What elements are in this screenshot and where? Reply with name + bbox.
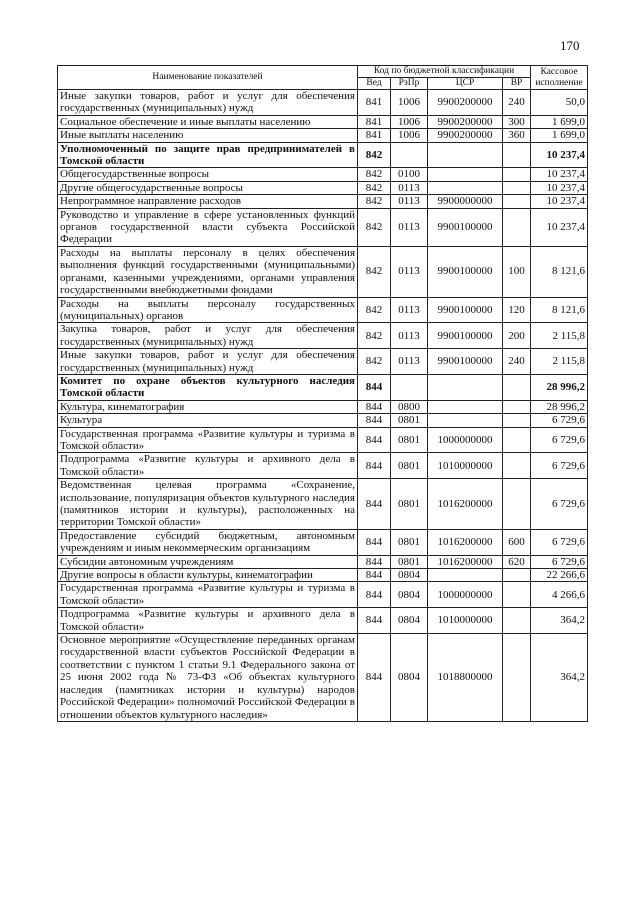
table-row [58, 195, 588, 208]
cell-name: Расходы на выплаты персоналу государственных (муниципальных) органов [58, 297, 358, 323]
cell-csr [428, 168, 503, 181]
cell-amount: 6 729,6 [531, 479, 588, 530]
table-row [58, 208, 588, 246]
cell-rzpr: 0113 [391, 349, 428, 375]
cell-vr [503, 181, 531, 194]
cell-amount: 6 729,6 [531, 453, 588, 479]
cell-vr [503, 142, 531, 168]
cell-name: Культура, кинематография [58, 400, 358, 413]
cell-ved: 844 [358, 374, 391, 400]
header-csr: ЦСР [428, 78, 503, 90]
cell-ved: 844 [358, 414, 391, 427]
cell-rzpr: 0801 [391, 555, 428, 568]
cell-csr: 9900200000 [428, 129, 503, 142]
table-row [58, 323, 588, 349]
cell-vr [503, 453, 531, 479]
cell-ved: 844 [358, 400, 391, 413]
cell-ved: 841 [358, 115, 391, 128]
cell-amount: 4 266,6 [531, 582, 588, 608]
cell-amount: 364,2 [531, 608, 588, 634]
cell-ved: 842 [358, 297, 391, 323]
cell-rzpr: 0801 [391, 414, 428, 427]
cell-vr: 620 [503, 555, 531, 568]
cell-rzpr: 0801 [391, 479, 428, 530]
cell-csr: 1016200000 [428, 479, 503, 530]
cell-name: Государственная программа «Развитие культуры и туризма в Томской области» [58, 582, 358, 608]
cell-amount: 22 266,6 [531, 569, 588, 582]
cell-rzpr: 0113 [391, 181, 428, 194]
cell-amount: 50,0 [531, 90, 588, 116]
cell-csr: 9900200000 [428, 115, 503, 128]
cell-ved: 842 [358, 208, 391, 246]
cell-name: Уполномоченный по защите прав предпринимателей в Томской области [58, 142, 358, 168]
table-row [58, 427, 588, 453]
cell-name: Непрограммное направление расходов [58, 195, 358, 208]
cell-csr: 1010000000 [428, 453, 503, 479]
cell-ved: 844 [358, 479, 391, 530]
table-row [58, 608, 588, 634]
cell-amount: 6 729,6 [531, 427, 588, 453]
cell-ved: 842 [358, 195, 391, 208]
cell-rzpr: 0113 [391, 246, 428, 297]
cell-amount: 10 237,4 [531, 208, 588, 246]
cell-name: Руководство и управление в сфере установленных функций органов государственной власти субъекта Российской Федерации [58, 208, 358, 246]
cell-rzpr [391, 374, 428, 400]
cell-vr [503, 374, 531, 400]
table-row [58, 246, 588, 297]
cell-ved: 844 [358, 582, 391, 608]
table-row [58, 181, 588, 194]
cell-name: Комитет по охране объектов культурного наследия Томской области [58, 374, 358, 400]
cell-name: Предоставление субсидий бюджетным, автономным учреждениям и иным некоммерческим организациям [58, 529, 358, 555]
table-row [58, 569, 588, 582]
table-row [58, 142, 588, 168]
cell-amount: 28 996,2 [531, 374, 588, 400]
table-row [58, 582, 588, 608]
cell-amount: 10 237,4 [531, 195, 588, 208]
cell-ved: 842 [358, 246, 391, 297]
cell-csr: 1000000000 [428, 582, 503, 608]
cell-csr: 9900100000 [428, 323, 503, 349]
cell-ved: 844 [358, 555, 391, 568]
cell-name: Иные выплаты населению [58, 129, 358, 142]
cell-amount: 28 996,2 [531, 400, 588, 413]
cell-name: Субсидии автономным учреждениям [58, 555, 358, 568]
cell-rzpr: 0113 [391, 208, 428, 246]
cell-ved: 842 [358, 323, 391, 349]
cell-amount: 1 699,0 [531, 115, 588, 128]
header-rzpr: РзПр [391, 78, 428, 90]
cell-csr [428, 414, 503, 427]
cell-rzpr: 0804 [391, 608, 428, 634]
cell-name: Подпрограмма «Развитие культуры и архивного дела в Томской области» [58, 453, 358, 479]
header-code-group: Код по бюджетной классификации [358, 66, 531, 78]
cell-rzpr: 0113 [391, 195, 428, 208]
cell-ved: 844 [358, 569, 391, 582]
cell-ved: 841 [358, 129, 391, 142]
cell-name: Основное мероприятие «Осуществление переданных органам государственной власти субъектов Российской Федерации в соответствии с пунктом 1 статьи 9.1 Федерального закона от 25 июня 2002 года № 73-ФЗ «Об объектах культурного наследия (памятниках истории и культуры) народов Российской Федерации» полномочий Российской Федерации в отношении объектов культурного наследия» [58, 634, 358, 722]
cell-name: Подпрограмма «Развитие культуры и архивного дела в Томской области» [58, 608, 358, 634]
cell-vr [503, 168, 531, 181]
cell-rzpr: 0804 [391, 634, 428, 722]
cell-ved: 842 [358, 349, 391, 375]
cell-vr: 200 [503, 323, 531, 349]
header-ved: Вед [358, 78, 391, 90]
header-name: Наименование показателей [58, 66, 358, 90]
cell-name: Культура [58, 414, 358, 427]
cell-vr: 360 [503, 129, 531, 142]
cell-rzpr [391, 142, 428, 168]
cell-csr [428, 569, 503, 582]
cell-ved: 844 [358, 427, 391, 453]
cell-vr [503, 634, 531, 722]
table-row [58, 297, 588, 323]
cell-csr: 9900000000 [428, 195, 503, 208]
cell-amount: 364,2 [531, 634, 588, 722]
table-row [58, 90, 588, 116]
cell-vr [503, 195, 531, 208]
cell-vr [503, 569, 531, 582]
cell-ved: 844 [358, 453, 391, 479]
table-row [58, 479, 588, 530]
cell-vr: 120 [503, 297, 531, 323]
cell-csr: 1000000000 [428, 427, 503, 453]
budget-table [57, 65, 588, 722]
table-body [58, 90, 588, 722]
table-row [58, 115, 588, 128]
cell-vr: 240 [503, 90, 531, 116]
cell-vr [503, 608, 531, 634]
cell-csr: 9900200000 [428, 90, 503, 116]
table-row [58, 555, 588, 568]
table-row [58, 400, 588, 413]
cell-vr [503, 479, 531, 530]
table-row [58, 168, 588, 181]
cell-csr: 9900100000 [428, 349, 503, 375]
cell-rzpr: 0113 [391, 297, 428, 323]
cell-amount: 2 115,8 [531, 349, 588, 375]
table-row [58, 129, 588, 142]
cell-csr: 1016200000 [428, 529, 503, 555]
table-row [58, 349, 588, 375]
cell-rzpr: 1006 [391, 129, 428, 142]
cell-amount: 6 729,6 [531, 414, 588, 427]
header-row [58, 66, 588, 78]
header-amount: Кассовое исполнение [531, 66, 588, 90]
cell-ved: 842 [358, 142, 391, 168]
cell-ved: 841 [358, 90, 391, 116]
cell-name: Закупка товаров, работ и услуг для обеспечения государственных (муниципальных) нужд [58, 323, 358, 349]
cell-vr [503, 400, 531, 413]
table-row [58, 414, 588, 427]
cell-rzpr: 1006 [391, 115, 428, 128]
cell-name: Другие общегосударственные вопросы [58, 181, 358, 194]
cell-vr: 240 [503, 349, 531, 375]
cell-csr: 9900100000 [428, 297, 503, 323]
cell-csr [428, 181, 503, 194]
table-row [58, 453, 588, 479]
table-row [58, 374, 588, 400]
cell-csr: 1018800000 [428, 634, 503, 722]
cell-csr: 1010000000 [428, 608, 503, 634]
cell-amount: 10 237,4 [531, 168, 588, 181]
page-number: 170 [560, 38, 580, 53]
cell-ved: 842 [358, 181, 391, 194]
cell-vr [503, 582, 531, 608]
cell-ved: 844 [358, 529, 391, 555]
cell-vr [503, 208, 531, 246]
cell-rzpr: 0801 [391, 427, 428, 453]
cell-name: Общегосударственные вопросы [58, 168, 358, 181]
cell-vr: 100 [503, 246, 531, 297]
cell-vr [503, 414, 531, 427]
cell-rzpr: 0804 [391, 582, 428, 608]
cell-name: Государственная программа «Развитие культуры и туризма в Томской области» [58, 427, 358, 453]
cell-csr: 9900100000 [428, 246, 503, 297]
cell-name: Другие вопросы в области культуры, кинематографии [58, 569, 358, 582]
cell-vr: 600 [503, 529, 531, 555]
cell-ved: 842 [358, 168, 391, 181]
cell-name: Расходы на выплаты персоналу в целях обеспечения выполнения функций государственными (муниципальными) органами, казенными учреждениями, органами управления государственными внебюджетными фондами [58, 246, 358, 297]
header-vr: ВР [503, 78, 531, 90]
cell-rzpr: 0100 [391, 168, 428, 181]
table-row [58, 529, 588, 555]
cell-amount: 2 115,8 [531, 323, 588, 349]
cell-ved: 844 [358, 608, 391, 634]
cell-csr [428, 142, 503, 168]
cell-rzpr: 0113 [391, 323, 428, 349]
cell-rzpr: 1006 [391, 90, 428, 116]
cell-name: Социальное обеспечение и иные выплаты населению [58, 115, 358, 128]
cell-ved: 844 [358, 634, 391, 722]
cell-amount: 10 237,4 [531, 142, 588, 168]
cell-amount: 8 121,6 [531, 297, 588, 323]
cell-amount: 1 699,0 [531, 129, 588, 142]
cell-amount: 6 729,6 [531, 529, 588, 555]
cell-name: Иные закупки товаров, работ и услуг для обеспечения государственных (муниципальных) нужд [58, 349, 358, 375]
cell-name: Иные закупки товаров, работ и услуг для обеспечения государственных (муниципальных) нужд [58, 90, 358, 116]
cell-amount: 10 237,4 [531, 181, 588, 194]
cell-amount: 8 121,6 [531, 246, 588, 297]
cell-rzpr: 0801 [391, 529, 428, 555]
cell-rzpr: 0801 [391, 453, 428, 479]
cell-csr [428, 374, 503, 400]
cell-csr [428, 400, 503, 413]
cell-csr: 1016200000 [428, 555, 503, 568]
cell-amount: 6 729,6 [531, 555, 588, 568]
cell-name: Ведомственная целевая программа «Сохранение, использование, популяризация объектов культурного наследия (памятников истории и культуры), расположенных на территории Томской области» [58, 479, 358, 530]
cell-rzpr: 0800 [391, 400, 428, 413]
cell-vr [503, 427, 531, 453]
table-row [58, 634, 588, 722]
cell-rzpr: 0804 [391, 569, 428, 582]
cell-vr: 300 [503, 115, 531, 128]
cell-csr: 9900100000 [428, 208, 503, 246]
